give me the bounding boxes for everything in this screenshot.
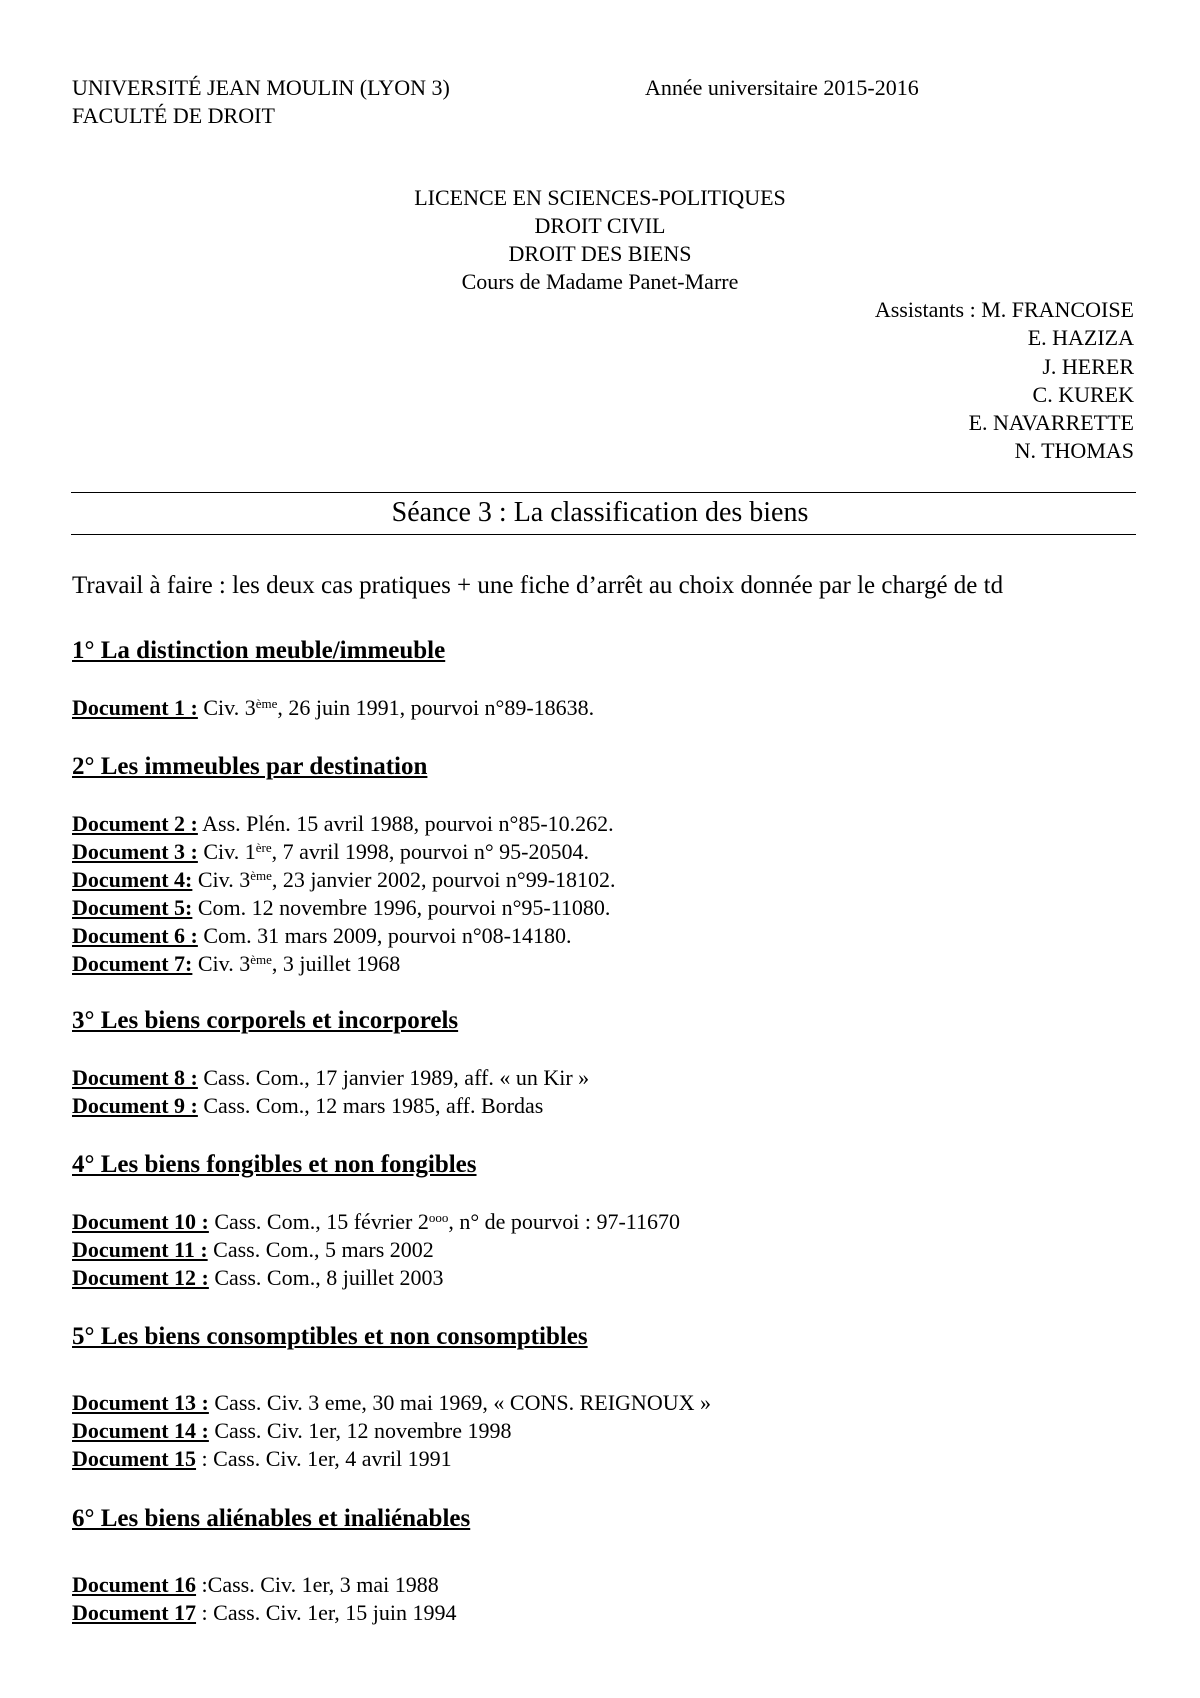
document-ref: Cass. Com., 17 janvier 1989, aff. « un Kir » bbox=[197, 1065, 590, 1090]
assistant-line: E. NAVARRETTE bbox=[968, 410, 1134, 436]
document-label: Document 10 : bbox=[72, 1209, 209, 1234]
document-entry bbox=[72, 1236, 680, 1264]
assistant-line: N. THOMAS bbox=[1014, 438, 1134, 464]
document-label: Document 7: bbox=[72, 951, 193, 976]
document-entry bbox=[72, 950, 616, 978]
document-ref-sup: ère bbox=[255, 840, 272, 855]
document-ref: Cass. Com., 8 juillet 2003 bbox=[208, 1265, 444, 1290]
title-top-rule bbox=[71, 492, 1136, 493]
document-ref-sup: ème bbox=[250, 952, 272, 967]
document-label: Document 5: bbox=[72, 895, 193, 920]
document-ref: Cass. Civ. 1er, 12 novembre 1998 bbox=[208, 1418, 512, 1443]
course-block bbox=[0, 184, 1200, 296]
document-entry bbox=[72, 810, 616, 838]
document-ref: Com. 31 mars 2009, pourvoi n°08-14180. bbox=[197, 923, 572, 948]
document-ref-rest: , 26 juin 1991, pourvoi n°89-18638. bbox=[277, 695, 595, 720]
document-ref-sup: ème bbox=[255, 696, 278, 711]
section-heading: 3° Les biens corporels et incorporels bbox=[72, 1007, 459, 1034]
document-entry bbox=[72, 1208, 680, 1236]
section-heading: 1° La distinction meuble/immeuble bbox=[72, 637, 446, 664]
document-ref-sup: ooo bbox=[428, 1210, 449, 1225]
document-ref-sup: ème bbox=[250, 868, 272, 883]
document-ref-rest: , 7 avril 1998, pourvoi n° 95-20504. bbox=[271, 839, 589, 864]
document-ref: Cass. Com., 15 février 2 bbox=[208, 1209, 429, 1234]
document-entry bbox=[72, 1445, 711, 1473]
document-label: Document 15 bbox=[72, 1446, 197, 1471]
document-label: Document 16 bbox=[72, 1572, 197, 1597]
work-instructions: Travail à faire : les deux cas pratiques + une fiche d’arrêt au choix donnée par le chargé de td bbox=[72, 572, 1004, 599]
document-ref: Cass. Com., 5 mars 2002 bbox=[207, 1237, 434, 1262]
document-entry bbox=[72, 1599, 457, 1627]
document-ref: Civ. 3 bbox=[197, 695, 256, 720]
section-heading: 4° Les biens fongibles et non fongibles bbox=[72, 1151, 477, 1178]
document-label: Document 12 : bbox=[72, 1265, 209, 1290]
document-entry bbox=[72, 694, 594, 722]
document-entry bbox=[72, 1064, 589, 1092]
section-heading: 6° Les biens aliénables et inaliénables bbox=[72, 1505, 471, 1532]
document-ref: Cass. Com., 12 mars 1985, aff. Bordas bbox=[197, 1093, 544, 1118]
document-label: Document 1 : bbox=[72, 695, 198, 720]
course-line-subject: DROIT CIVIL bbox=[534, 213, 666, 238]
document-label: Document 14 : bbox=[72, 1418, 209, 1443]
document-list bbox=[72, 1064, 589, 1120]
document-entry bbox=[72, 1571, 457, 1599]
course-line-lecturer: Cours de Madame Panet-Marre bbox=[461, 269, 739, 294]
document-ref-rest: , 3 juillet 1968 bbox=[271, 951, 401, 976]
university-name: UNIVERSITÉ JEAN MOULIN (LYON 3) bbox=[72, 75, 450, 100]
document-label: Document 8 : bbox=[72, 1065, 198, 1090]
document-entry bbox=[72, 894, 616, 922]
document-label: Document 13 : bbox=[72, 1390, 209, 1415]
document-list bbox=[72, 810, 616, 978]
document-ref: Civ. 1 bbox=[197, 839, 256, 864]
assistants-list bbox=[875, 296, 1134, 466]
document-ref: Com. 12 novembre 1996, pourvoi n°95-11080. bbox=[192, 895, 611, 920]
document-ref: : Cass. Civ. 1er, 15 juin 1994 bbox=[196, 1600, 457, 1625]
assistant-line: J. HERER bbox=[1042, 353, 1134, 379]
seance-title: Séance 3 : La classification des biens bbox=[391, 497, 809, 528]
course-line-program: LICENCE EN SCIENCES-POLITIQUES bbox=[414, 185, 786, 210]
document-ref: Ass. Plén. 15 avril 1988, pourvoi n°85-10.262. bbox=[197, 811, 614, 836]
document-entry bbox=[72, 1389, 711, 1417]
document-entry bbox=[72, 1264, 680, 1292]
document-list bbox=[72, 1208, 680, 1292]
document-ref: Cass. Civ. 3 eme, 30 mai 1969, « CONS. REIGNOUX » bbox=[208, 1390, 711, 1415]
assistant-line: C. KUREK bbox=[1032, 381, 1134, 407]
title-bottom-rule bbox=[71, 534, 1136, 535]
document-list bbox=[72, 1571, 457, 1627]
document-ref-rest: , n° de pourvoi : 97-11670 bbox=[448, 1209, 680, 1234]
assistant-line: Assistants : M. FRANCOISE bbox=[874, 297, 1134, 322]
academic-year: Année universitaire 2015-2016 bbox=[645, 75, 919, 100]
document-ref: Civ. 3 bbox=[192, 951, 251, 976]
document-entry bbox=[72, 922, 616, 950]
document-label: Document 17 bbox=[72, 1600, 197, 1625]
assistant-line: E. HAZIZA bbox=[1027, 325, 1134, 351]
document-ref-rest: , 23 janvier 2002, pourvoi n°99-18102. bbox=[271, 867, 616, 892]
document-entry bbox=[72, 866, 616, 894]
document-label: Document 4: bbox=[72, 867, 193, 892]
document-list bbox=[72, 694, 594, 722]
document-label: Document 3 : bbox=[72, 839, 198, 864]
document-label: Document 11 : bbox=[72, 1237, 208, 1262]
document-label: Document 6 : bbox=[72, 923, 198, 948]
faculty-name: FACULTÉ DE DROIT bbox=[72, 103, 275, 128]
document-ref: Civ. 3 bbox=[192, 867, 251, 892]
document-ref: :Cass. Civ. 1er, 3 mai 1988 bbox=[196, 1572, 439, 1597]
document-entry bbox=[72, 838, 616, 866]
document-entry bbox=[72, 1417, 711, 1445]
section-heading: 5° Les biens consomptibles et non consomptibles bbox=[72, 1323, 588, 1350]
document-label: Document 2 : bbox=[72, 811, 198, 836]
document-label: Document 9 : bbox=[72, 1093, 198, 1118]
course-line-topic: DROIT DES BIENS bbox=[508, 241, 692, 266]
document-entry bbox=[72, 1092, 589, 1120]
document-ref: : Cass. Civ. 1er, 4 avril 1991 bbox=[196, 1446, 452, 1471]
document-list bbox=[72, 1389, 711, 1473]
section-heading: 2° Les immeubles par destination bbox=[72, 753, 428, 780]
